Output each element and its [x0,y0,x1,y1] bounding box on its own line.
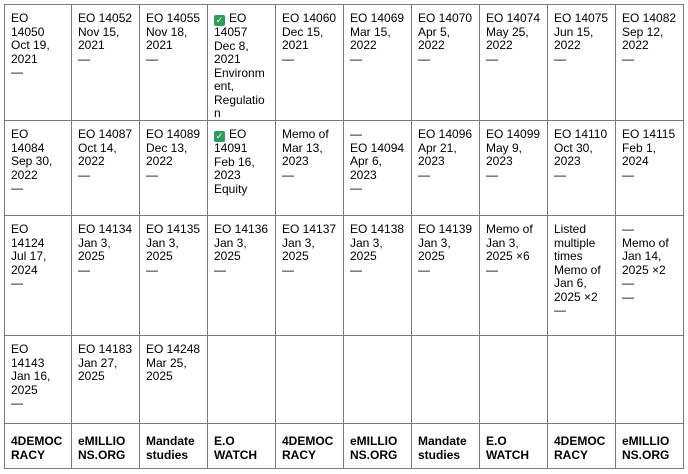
cell-line: — [11,276,23,290]
table-cell [480,216,548,336]
table-cell [276,216,344,336]
cell-line: Feb 1, 2024 [622,140,657,168]
cell-line: Dec 15, 2021 [282,24,324,52]
footer-text: eMILLIONS.ORG [78,434,126,462]
cell-line: Nov 18, 2021 [146,24,188,52]
cell-line: EO 14084 [11,127,45,155]
footer-source-label [480,424,548,469]
cell-line: Dec 13, 2022 [146,140,188,168]
table-cell [208,4,276,121]
cell-line: Oct 19, 2021 [11,38,50,66]
cell-line: EO 14099 [486,127,541,141]
table-cell [4,336,72,424]
cell-line: — [418,262,430,277]
cell-line: Equity [214,181,248,196]
footer-text: eMILLIONS.ORG [350,434,398,462]
cell-line: Jun 15, 2022 [554,24,594,52]
table-cell [72,216,140,336]
table-cell [4,4,72,121]
footer-text: Mandate studies [418,434,467,462]
cell-line: Mar 25, 2025 [146,355,187,383]
cell-line: — [11,181,23,195]
cell-line: — [622,222,634,236]
cell-line: EO 14089 [146,127,201,141]
cell-line: Apr 21, 2023 [418,140,457,168]
cell-line: EO 14124 [11,222,45,250]
table-cell [4,121,72,216]
cell-line: — [486,51,498,66]
footer-source-label [344,424,412,469]
cell-line: — [11,396,23,410]
cell-line: Mar 15, 2022 [350,24,391,52]
footer-text: 4DEMOCRACY [282,434,334,462]
footer-text: 4DEMOCRACY [11,434,63,462]
table-cell [344,121,412,216]
cell-line: — [146,51,158,66]
checkmark-icon: ✓ [215,131,224,141]
cell-line: — [486,167,498,182]
cell-line: Jan 3, 2025 [146,235,179,263]
table-cell [344,336,412,424]
checkmark-icon: ✓ [215,15,224,25]
table-cell [412,4,480,121]
cell-line: Jul 17, 2024 [11,249,47,277]
table-cell [276,336,344,424]
table-cell [344,4,412,121]
table-cell [616,216,684,336]
footer-source-label [140,424,208,469]
cell-line: — [554,303,566,317]
cell-line: EO 14134 [78,222,133,236]
cell-line: — [418,51,430,66]
table-cell [208,336,276,424]
cell-line: Oct 14, 2022 [78,140,117,168]
cell-line: May 25, 2022 [486,24,529,52]
cell-line: EO 14070 [418,11,473,25]
table-cell [208,121,276,216]
table-cell [72,121,140,216]
cell-line: — [554,51,566,66]
cell-line: Environment, Regulation [214,65,265,120]
footer-text: Mandate studies [146,434,195,462]
table-cell [344,216,412,336]
cell-line: ✓ EO 14091 [214,127,248,155]
cell-line: EO 14139 [418,222,473,236]
footer-source-label [548,424,616,469]
orders-table [4,4,684,470]
cell-line: Memo of Jan 6, 2025 ×2 [554,262,601,304]
cell-line: EO 14050 [11,11,45,39]
footer-source-label [276,424,344,469]
cell-line: Jan 3, 2025 [418,235,451,263]
cell-line: Nov 15, 2021 [78,24,120,52]
cell-line: — [78,167,90,182]
table-cell [412,121,480,216]
cell-line: EO 14136 [214,222,269,236]
cell-line: EO 14087 [78,127,133,141]
cell-line: — [622,51,634,66]
table-cell [548,216,616,336]
cell-line: EO 14055 [146,11,201,25]
cell-line: — [350,51,362,66]
cell-line: Jan 3, 2025 [350,235,383,263]
cell-line: EO 14183 [78,342,133,356]
cell-line: EO 14138 [350,222,405,236]
cell-line: — [11,65,23,79]
table-cell [548,121,616,216]
cell-line: Apr 5, 2022 [418,24,451,52]
cell-line: Sep 30, 2022 [11,154,53,182]
cell-line: EO 14248 [146,342,201,356]
cell-line: Jan 3, 2025 [214,235,247,263]
cell-line: Apr 6, 2023 [350,154,383,182]
cell-line: EO 14052 [78,11,133,25]
cell-line: Memo of Mar 13, 2023 [282,127,329,168]
table-cell [412,336,480,424]
cell-line: EO 14094 [350,140,405,155]
footer-source-label [72,424,140,469]
footer-source-label [208,424,276,469]
footer-text: eMILLIONS.ORG [622,434,670,462]
cell-line: EO 14060 [282,11,337,25]
cell-line: EO 14110 [554,127,608,141]
cell-line: — [418,167,430,182]
cell-line: Feb 16, 2023 [214,154,255,182]
footer-source-label [616,424,684,469]
table-cell [140,121,208,216]
cell-line: Listed multiple times [554,222,596,263]
cell-line: Memo of Jan 14, 2025 ×2 [622,235,669,277]
cell-line: — [214,262,226,277]
footer-source-label [412,424,480,469]
cell-line: — [350,262,362,277]
cell-line: — [78,51,90,66]
table-cell [276,4,344,121]
table-cell [140,336,208,424]
cell-line: Dec 8, 2021 [214,38,249,66]
table-cell [616,121,684,216]
cell-line: Jan 3, 2025 [78,235,111,263]
cell-line: May 9, 2023 [486,140,523,168]
table-cell [140,216,208,336]
cell-line: Oct 30, 2023 [554,140,593,168]
table-cell [548,336,616,424]
table-cell [4,216,72,336]
cell-line: — [78,262,90,277]
cell-line: EO 14069 [350,11,405,25]
cell-line: Jan 3, 2025 [282,235,315,263]
table-cell [208,216,276,336]
footer-text: E.O WATCH [486,434,530,462]
cell-line: Jan 16, 2025 [11,369,51,397]
cell-line: Memo of Jan 3, 2025 ×6 [486,222,533,263]
cell-line: Sep 12, 2022 [622,24,664,52]
cell-line: EO 14143 [11,342,45,370]
cell-line: — [622,276,634,290]
table-cell [616,336,684,424]
cell-line: — [350,127,362,141]
cell-line: — [282,262,294,277]
cell-line: EO 14082 [622,11,677,25]
cell-line: — [486,262,498,277]
cell-line: EO 14137 [282,222,337,236]
cell-line: — [554,167,566,182]
cell-line: EO 14135 [146,222,201,236]
cell-line: EO 14096 [418,127,473,141]
cell-line: — [350,181,362,195]
cell-line: — [622,289,634,304]
cell-line: — [282,167,294,182]
table-cell [72,336,140,424]
cell-line: — [146,167,158,182]
cell-line: — [282,51,294,66]
cell-line: ✓ EO 14057 [214,11,248,39]
table-cell [480,4,548,121]
table-cell [276,121,344,216]
table-cell [412,216,480,336]
table-cell [480,336,548,424]
cell-line: EO 14074 [486,11,541,25]
table-cell [140,4,208,121]
table-cell [72,4,140,121]
cell-line: EO 14075 [554,11,609,25]
table-cell [616,4,684,121]
footer-text: 4DEMOCRACY [554,434,606,462]
table-cell [548,4,616,121]
cell-line: — [146,262,158,277]
cell-line: Jan 27, 2025 [78,355,118,383]
footer-source-label [4,424,72,469]
cell-line: EO 14115 [622,127,676,141]
table-cell [480,121,548,216]
cell-line: — [622,167,634,182]
footer-text: E.O WATCH [214,434,258,462]
